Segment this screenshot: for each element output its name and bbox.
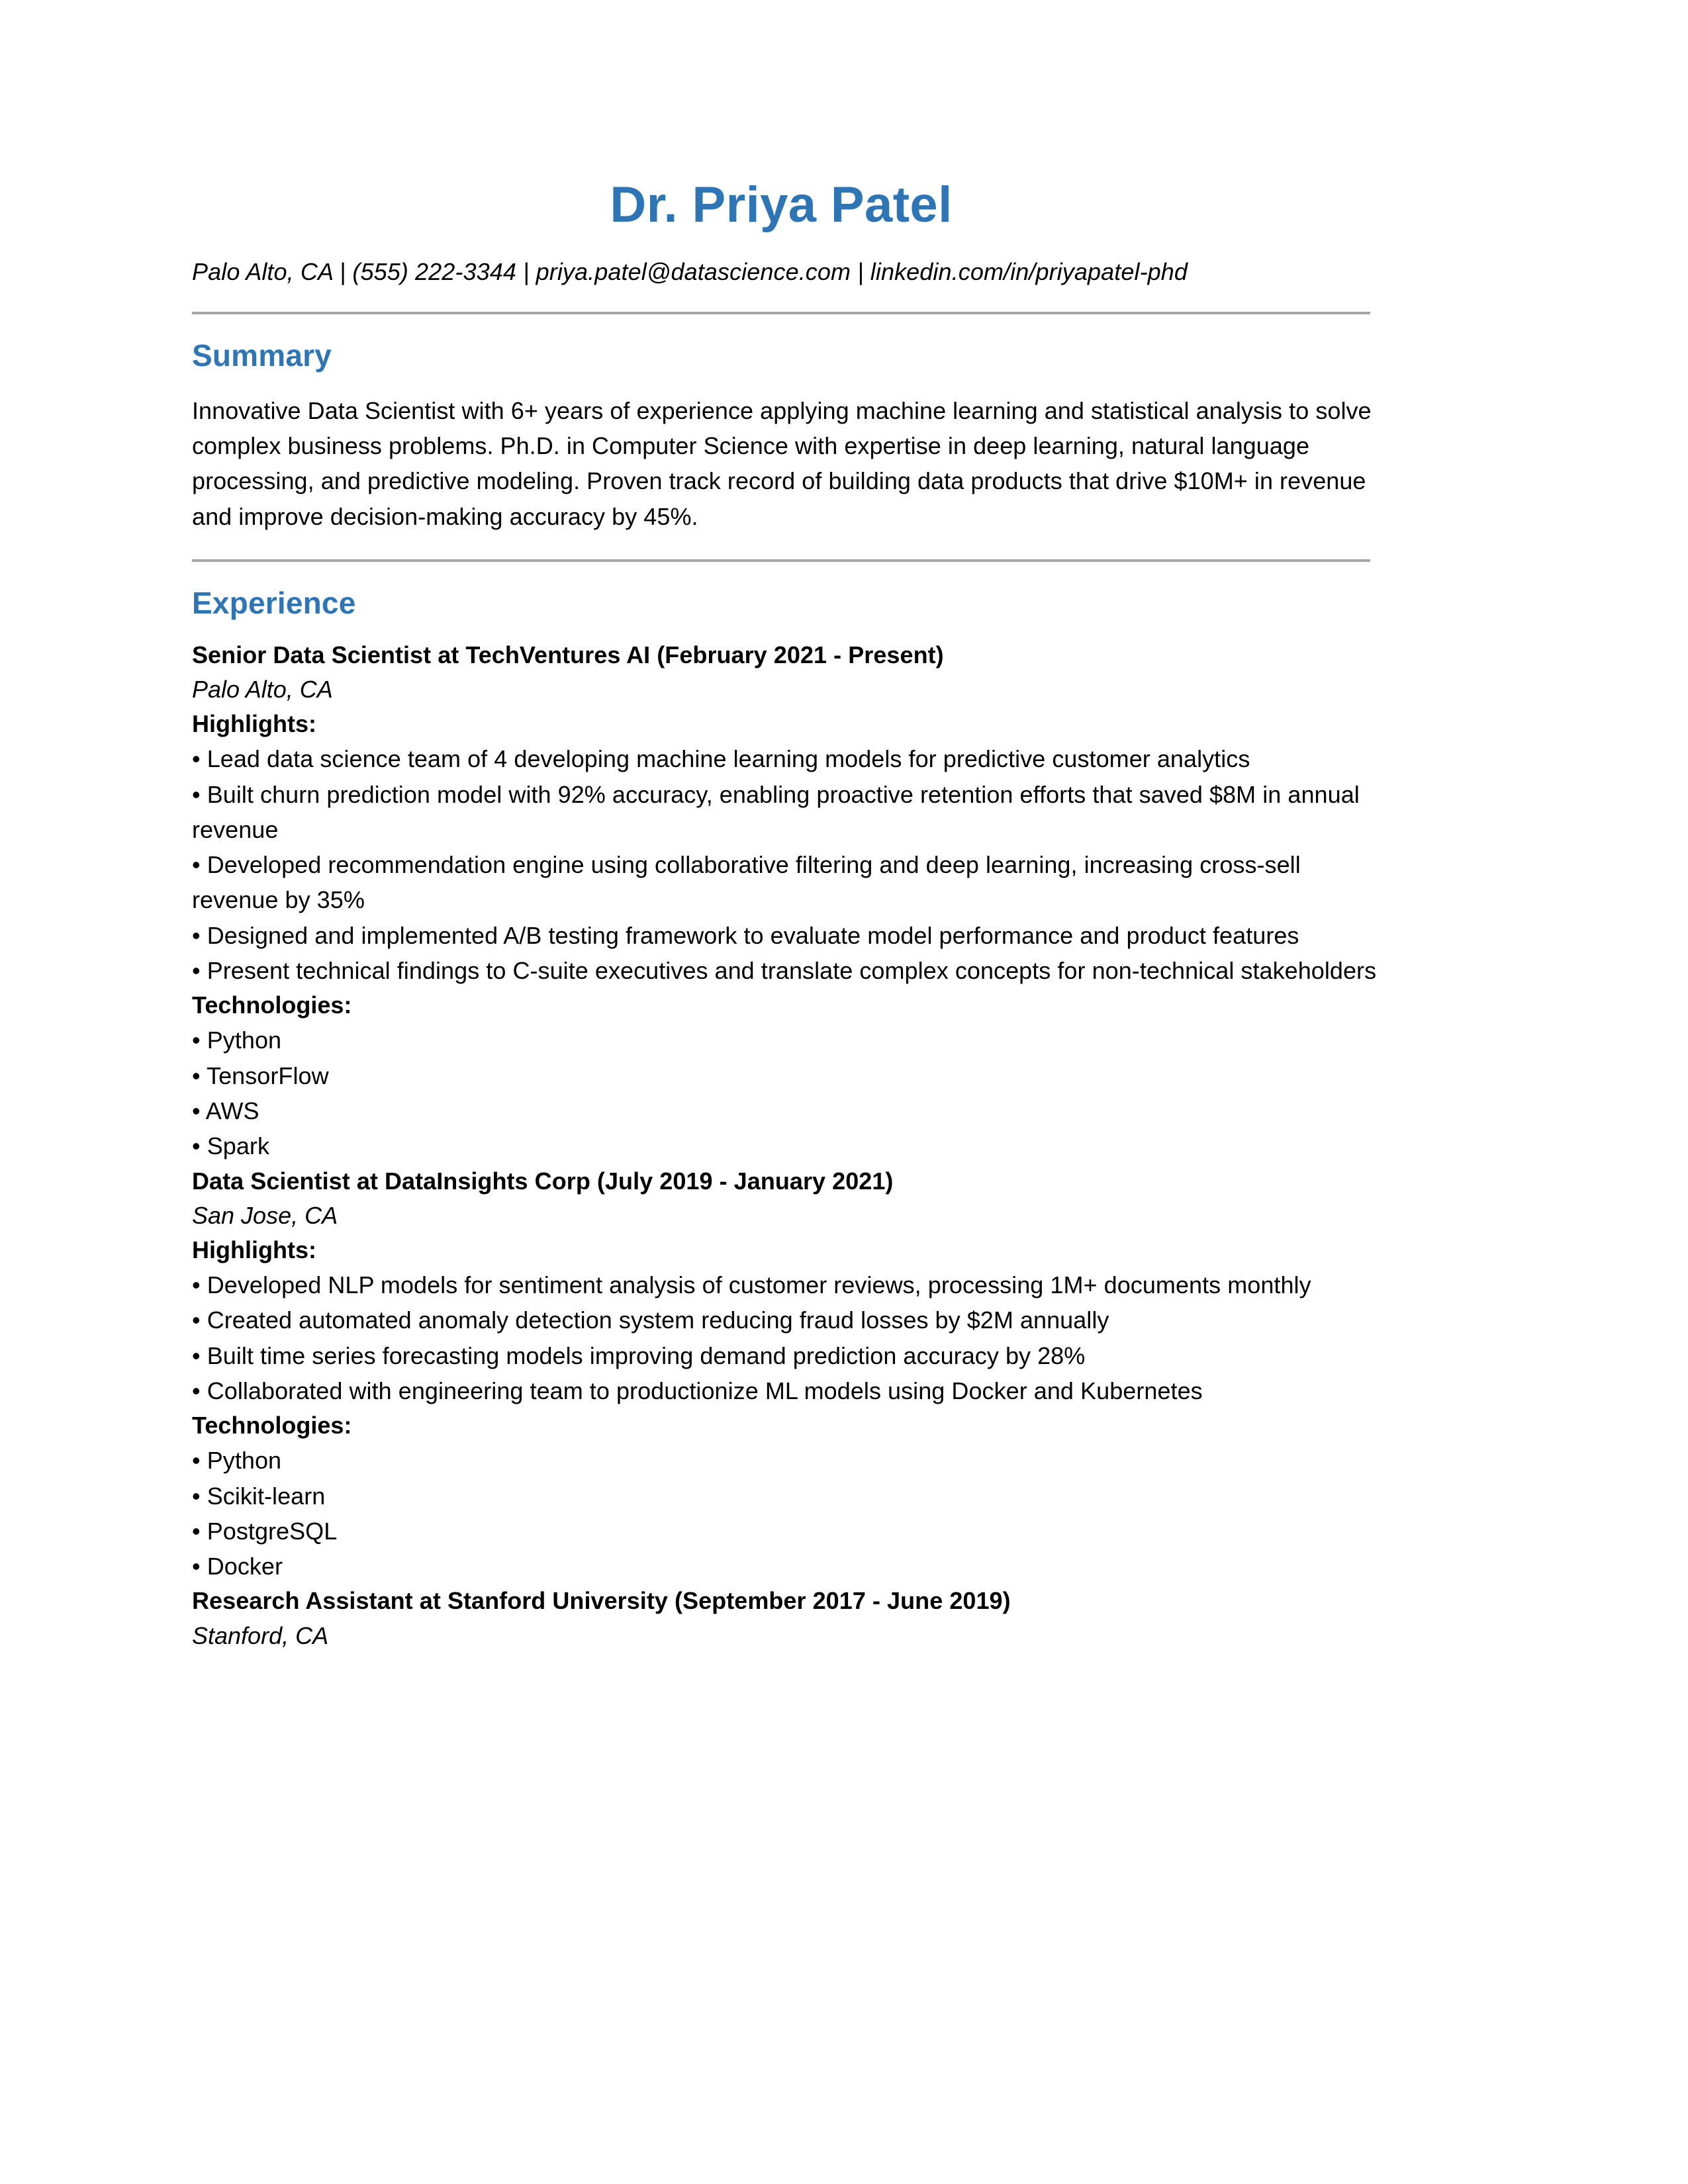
contact-line: Palo Alto, CA | (555) 222-3344 | priya.patel@datascience.com | linkedin.com/in/priyapatel-phd [192, 258, 1188, 285]
experience-list [192, 638, 1496, 1653]
technology-bullet: • Python [192, 1026, 282, 1054]
technology-bullet: • Scikit-learn [192, 1482, 326, 1510]
page-title: Dr. Priya Patel [610, 177, 953, 233]
highlight-bullet: • Lead data science team of 4 developing machine learning models for predictive customer analytics [192, 745, 1250, 773]
section-title-experience: Experience [192, 585, 356, 620]
highlight-bullet: • Built churn prediction model with 92% accuracy, enabling proactive retention efforts that saved $8M in annual revenue [192, 780, 1360, 843]
highlight-bullet: • Created automated anomaly detection system reducing fraud losses by $2M annually [192, 1306, 1109, 1334]
technology-bullet: • AWS [192, 1097, 259, 1124]
highlights-label: Highlights: [192, 710, 316, 738]
technologies-label: Technologies: [192, 1412, 352, 1439]
job-title: Senior Data Scientist at TechVentures AI (February 2021 - Present) [192, 641, 944, 668]
technology-bullet: • Python [192, 1447, 282, 1475]
job-title: Data Scientist at DataInsights Corp (July 2019 - January 2021) [192, 1167, 894, 1195]
technology-bullet: • TensorFlow [192, 1062, 329, 1089]
highlights-label: Highlights: [192, 1236, 316, 1263]
highlight-bullet: • Built time series forecasting models improving demand prediction accuracy by 28% [192, 1342, 1086, 1369]
technology-bullet: • Docker [192, 1553, 283, 1580]
technologies-label: Technologies: [192, 991, 352, 1019]
technology-bullet: • Spark [192, 1132, 269, 1160]
divider-above-summary [192, 312, 1370, 314]
summary-text: Innovative Data Scientist with 6+ years of experience applying machine learning and statistical analysis to solve complex business problems. Ph.D. in Computer Science with expertise in deep learning, natural language processing, and predictive modeling. Proven track record of building data products that drive $10M+ in revenue and improve decision-making accuracy by 45%. [192, 396, 1372, 530]
section-title-summary: Summary [192, 338, 332, 373]
job-location: San Jose, CA [192, 1201, 338, 1229]
highlight-bullet: • Developed recommendation engine using collaborative filtering and deep learning, increasing cross-sell revenue by 35% [192, 851, 1301, 914]
highlight-bullet: • Present technical findings to C-suite executives and translate complex concepts for non-technical stakeholders [192, 957, 1377, 984]
technology-bullet: • PostgreSQL [192, 1517, 338, 1545]
resume-sheet [192, 0, 1496, 1653]
highlight-bullet: • Collaborated with engineering team to productionize ML models using Docker and Kubernetes [192, 1377, 1203, 1404]
highlight-bullet: • Designed and implemented A/B testing framework to evaluate model performance and product features [192, 921, 1299, 949]
job-location: Palo Alto, CA [192, 676, 333, 704]
job-title: Research Assistant at Stanford University (September 2017 - June 2019) [192, 1587, 1011, 1615]
job-location: Stanford, CA [192, 1621, 329, 1649]
highlight-bullet: • Developed NLP models for sentiment analysis of customer reviews, processing 1M+ documents monthly [192, 1271, 1311, 1299]
divider-above-experience [192, 559, 1370, 562]
